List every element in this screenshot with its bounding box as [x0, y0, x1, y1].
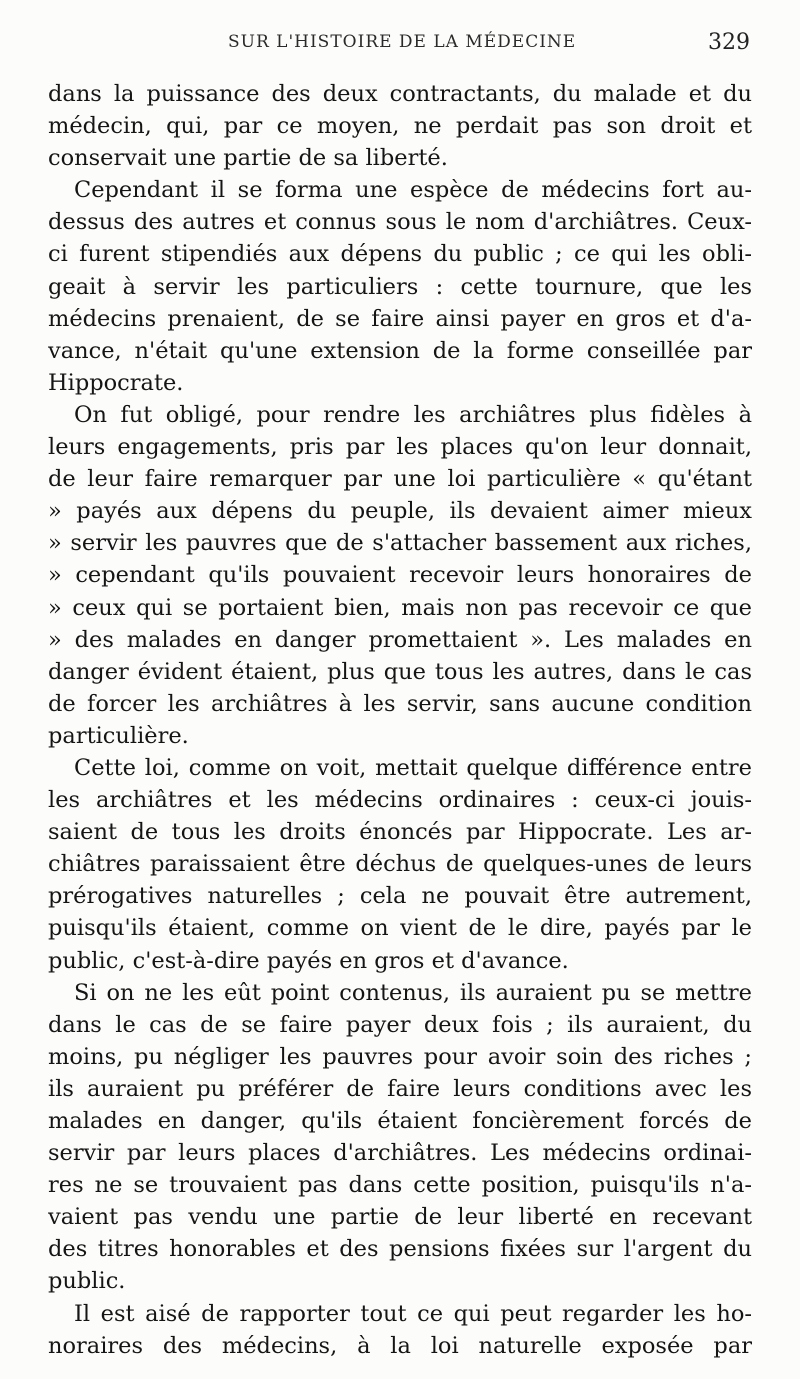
text-line: » cependant qu'ils pouvaient recevoir leurs honoraires de — [48, 562, 752, 589]
text-line: chiâtres paraissaient être déchus de quelques-unes de leurs — [48, 851, 752, 878]
text-line: » ceux qui se portaient bien, mais non pas recevoir ce que — [48, 594, 752, 621]
text-line: geait à servir les particuliers : cette tournure, que les — [48, 273, 752, 300]
text-line: On fut obligé, pour rendre les archiâtres plus fidèles à — [74, 401, 752, 428]
text-line: dans la puissance des deux contractants, du malade et du — [48, 81, 752, 107]
text-line: moins, pu négliger les pauvres pour avoir soin des riches ; — [48, 1043, 752, 1070]
text-line: dans le cas de se faire payer deux fois ; ils auraient, du — [48, 1011, 752, 1038]
text-line: Il est aisé de rapporter tout ce qui peut regarder les ho- — [74, 1300, 752, 1327]
text-line: public. — [48, 1268, 126, 1295]
text-line: particulière. — [48, 722, 189, 749]
text-line: » payés aux dépens du peuple, ils devaient aimer mieux — [48, 498, 752, 525]
text-line: les archiâtres et les médecins ordinaires : ceux-ci jouis- — [48, 787, 752, 814]
text-line: malades en danger, qu'ils étaient foncièrement forcés de — [48, 1108, 752, 1134]
text-line: dessus des autres et connus sous le nom d'archiâtres. Ceux- — [48, 209, 752, 236]
running-title: SUR L'HISTOIRE DE LA MÉDECINE — [228, 32, 577, 52]
text-line: servir par leurs places d'archiâtres. Les médecins ordinai- — [48, 1140, 752, 1167]
text-line: ils auraient pu préférer de faire leurs conditions avec les — [48, 1075, 752, 1102]
text-line: prérogatives naturelles ; cela ne pouvait être autrement, — [48, 883, 752, 910]
text-line: danger évident étaient, plus que tous les autres, dans le cas — [48, 658, 752, 685]
text-line: public, c'est-à-dire payés en gros et d'avance. — [48, 947, 569, 974]
page-header — [48, 32, 750, 72]
text-line: de forcer les archiâtres à les servir, sans aucune condition — [48, 690, 752, 717]
body-text — [48, 78, 752, 1362]
text-line: vance, n'était qu'une extension de la forme conseillée par — [48, 337, 752, 364]
text-line: Si on ne les eût point contenus, ils auraient pu se mettre — [74, 979, 752, 1006]
text-line: res ne se trouvaient pas dans cette position, puisqu'ils n'a- — [48, 1172, 752, 1199]
text-line: vaient pas vendu une partie de leur liberté en recevant — [48, 1204, 752, 1231]
page-number: 329 — [708, 30, 750, 55]
text-line: Hippocrate. — [48, 369, 184, 396]
text-line: Cette loi, comme on voit, mettait quelque différence entre — [74, 754, 752, 781]
text-line: médecins prenaient, de se faire ainsi payer en gros et d'a- — [48, 305, 752, 332]
text-line: Cependant il se forma une espèce de médecins fort au- — [74, 177, 752, 204]
text-line: leurs engagements, pris par les places qu'on leur donnait, — [48, 434, 752, 461]
text-line: de leur faire remarquer par une loi particulière « qu'étant — [48, 466, 752, 493]
text-line: des titres honorables et des pensions fixées sur l'argent du — [48, 1236, 752, 1263]
text-line: saient de tous les droits énoncés par Hippocrate. Les ar- — [48, 819, 752, 846]
text-line: conservait une partie de sa liberté. — [48, 145, 448, 172]
text-line: » servir les pauvres que de s'attacher bassement aux riches, — [48, 530, 752, 557]
text-line: médecin, qui, par ce moyen, ne perdait pas son droit et — [48, 113, 752, 140]
text-line: ci furent stipendiés aux dépens du public ; ce qui les obli- — [48, 241, 752, 268]
text-line: puisqu'ils étaient, comme on vient de le dire, payés par le — [48, 915, 752, 942]
text-line: noraires des médecins, à la loi naturelle exposée par — [48, 1332, 752, 1359]
text-line: » des malades en danger promettaient ». Les malades en — [48, 626, 752, 653]
